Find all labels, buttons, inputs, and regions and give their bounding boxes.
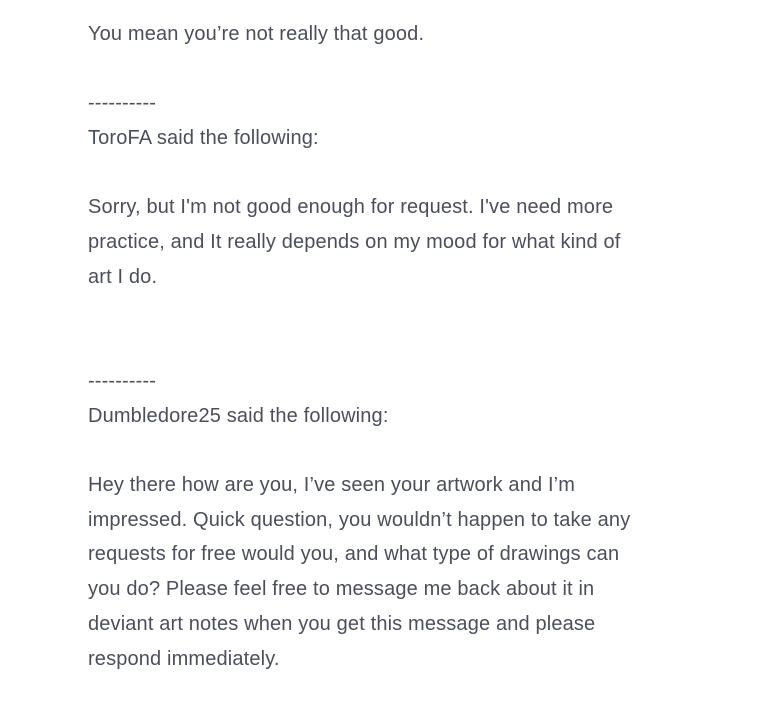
message-body <box>88 17 698 676</box>
spacer <box>88 156 698 191</box>
quote-attribution: ToroFA said the following: <box>88 127 319 150</box>
quote-text-line: Sorry, but I'm not good enough for request. I've need more <box>88 196 614 219</box>
spacer <box>88 295 698 364</box>
quote-text-line: respond immediately. <box>88 647 280 670</box>
spacer <box>88 433 698 468</box>
quote-text-line: you do? Please feel free to message me back about it in <box>88 578 595 601</box>
quote-separator: ---------- <box>88 369 157 392</box>
quote-separator: ---------- <box>88 92 157 115</box>
quote-text-line: practice, and It really depends on my mood for what kind of <box>88 231 621 254</box>
quote-text-line: deviant art notes when you get this message and please <box>88 612 596 635</box>
quote-text-line: art I do. <box>88 265 158 288</box>
quote-text-line: requests for free would you, and what type of drawings can <box>88 543 620 566</box>
quote-text-line: Hey there how are you, I’ve seen your artwork and I’m <box>88 474 576 497</box>
reply-text: You mean you’re not really that good. <box>88 23 425 45</box>
spacer <box>88 52 698 87</box>
quote-attribution: Dumbledore25 said the following: <box>88 404 389 427</box>
quote-text-line: impressed. Quick question, you wouldn’t happen to take any <box>88 508 631 531</box>
